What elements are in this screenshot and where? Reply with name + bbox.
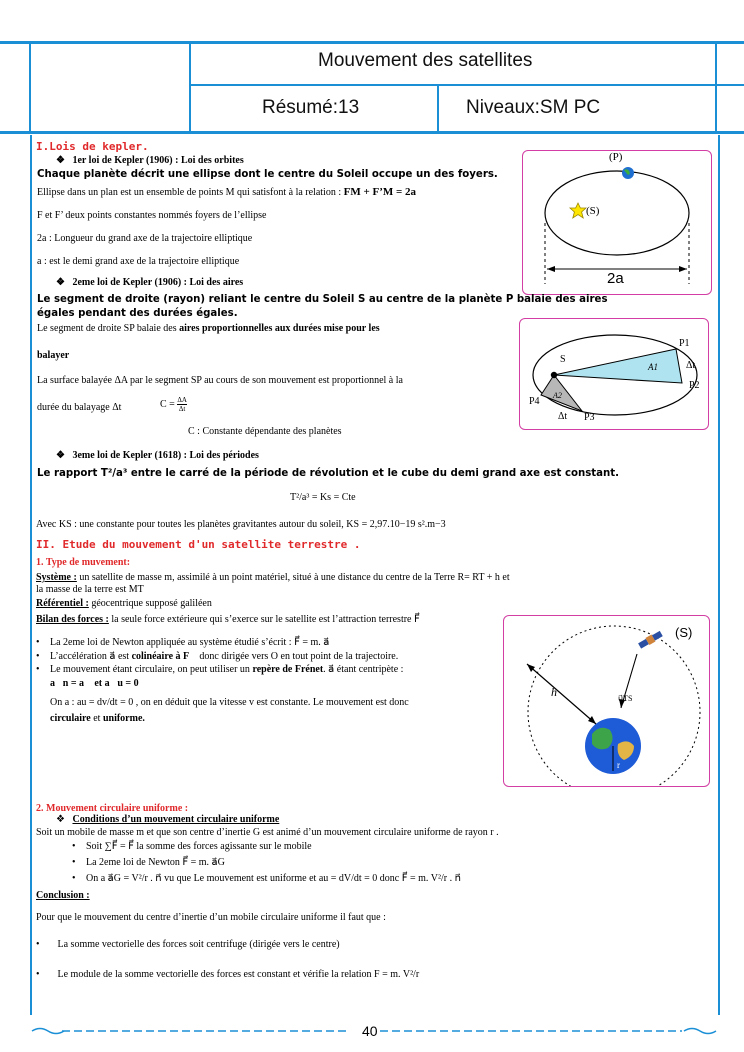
law2-line3: La surface balayée ΔA par le segment SP au cours de son mouvement est proportionnel à la <box>37 375 403 386</box>
b3-c: . a⃗ étant centripète : <box>323 664 404 675</box>
law1-equation: FM + F’M = 2a <box>343 186 417 198</box>
referentiel-line <box>36 597 212 610</box>
bilan-line <box>36 613 420 626</box>
b4-circulaire: circulaire <box>50 713 91 724</box>
law1-statement: Chaque planète décrit une ellipse dont le centre du Soleil occupe un des foyers. <box>37 169 498 180</box>
altitude-label: h <box>551 685 557 699</box>
newton-bullet-2: • L’accélération a⃗ est colinéaire à F⃗ donc dirigée vers O en tout point de la trajectoire. <box>36 651 399 662</box>
sub2-title: 2. Mouvement circulaire uniforme : <box>36 803 189 814</box>
systeme-line-2: la masse de la terre est MT <box>36 584 144 595</box>
sun-label: (S) <box>586 205 600 217</box>
uniform-line-2 <box>50 712 145 725</box>
satellite-icon <box>638 630 664 649</box>
law3-heading-text: 3eme loi de Kepler (1618) : Loi des périodes <box>72 450 259 461</box>
section2-title: II. Etude du mouvement d'un satellite terrestre . <box>36 538 361 551</box>
fig2-a2-label: A2 <box>553 391 562 400</box>
unit-vector-label: u⃗TS <box>618 694 633 703</box>
conclusion-label: Conclusion : <box>36 890 90 901</box>
conditions-line: Soit un mobile de masse m et que son centre d’inertie G est animé d’un mouvement circulaire uniforme de rayon r . <box>36 827 499 838</box>
areas-svg <box>520 319 708 429</box>
systeme-text: un satellite de masse m, assimilé à un point matériel, situé à une distance du centre de la Terre R= RT + h et <box>76 572 510 583</box>
b2-c: donc dirigée vers O en tout point de la trajectoire. <box>196 651 399 662</box>
axis-label: 2a <box>607 270 624 287</box>
newton-bullet-3: • Le mouvement étant circulaire, on peut utiliser un repère de Frénet. a⃗ étant centripète : <box>36 664 404 675</box>
law1-heading: ❖ 1er loi de Kepler (1906) : Loi des orbites <box>56 155 244 166</box>
law2-line1 <box>37 322 380 335</box>
law2-line1-b: aires proportionnelles aux durées mise pour les <box>179 323 380 334</box>
law2-line1-a: Le segment de droite SP balaie des <box>37 323 180 334</box>
fig2-dt2-label: Δt <box>558 411 568 422</box>
newton-bullet-1: • La 2eme loi de Newton appliquée au système étudié s’écrit : F⃗ = m. a⃗ <box>36 637 330 648</box>
law2-line5: C : Constante dépendante des planètes <box>188 426 342 437</box>
radius-label: r <box>617 760 620 770</box>
law3-avec: Avec KS : une constante pour toutes les planètes gravitantes autour du soleil, KS = 2,97.10−19 s².m−3 <box>36 519 446 530</box>
systeme-label: Système : <box>36 572 77 583</box>
fig2-p1-label: P1 <box>679 338 690 349</box>
law2-equation: C = $\frac{\Delta A}{\Delta t}$ <box>160 396 187 413</box>
cond-bullet-3: • On a a⃗G = V²/r . n⃗ vu que Le mouvement est uniforme et au = dV/dt = 0 donc F⃗ = m. V²/r . n⃗ <box>72 873 461 884</box>
law1-line2: F et F’ deux points constantes nommés foyers de l’ellipse <box>37 210 267 221</box>
cond-bullet-1: • Soit ∑F⃗ = F⃗ la somme des forces agissante sur le mobile <box>72 841 312 852</box>
resume-label: Résumé:13 <box>262 97 360 118</box>
law3-statement: Le rapport T²/a³ entre le carré de la période de révolution et le cube du demi grand axe est constant. <box>37 468 620 479</box>
satellite-svg <box>504 616 709 786</box>
conclusion-bullet-1: • La somme vectorielle des forces soit centrifuge (dirigée vers le centre) <box>36 939 340 950</box>
planet-label: (P) <box>609 151 623 163</box>
b3-a: Le mouvement étant circulaire, on peut utiliser un <box>50 664 253 675</box>
b2-b: colinéaire à F⃗ <box>131 651 197 662</box>
fig2-a1-label: A1 <box>648 362 658 372</box>
satellite-figure <box>503 615 710 787</box>
b4-et: et <box>90 713 103 724</box>
fig2-p2-label: P2 <box>689 380 700 391</box>
law2-statement-1: Le segment de droite (rayon) reliant le centre du Soleil S au centre de la planète P balaie des aires <box>37 294 608 305</box>
cond-bullet-1-text: Soit ∑F⃗ = F⃗ la somme des forces agissante sur le mobile <box>86 841 312 852</box>
law1-line1-text: Ellipse dans un plan est un ensemble de points M qui satisfont à la relation : <box>37 187 342 198</box>
referentiel-text: géocentrique supposé galiléen <box>88 598 212 609</box>
orbit-figure <box>522 150 712 295</box>
sub1-title: 1. Type de muvement: <box>36 557 131 568</box>
newton-bullet-1-text: La 2eme loi de Newton appliquée au système étudié s’écrit : F⃗ = m. a⃗ <box>50 637 330 648</box>
law1-heading-text: 1er loi de Kepler (1906) : Loi des orbites <box>72 155 244 166</box>
law2-heading-text: 2eme loi de Kepler (1906) : Loi des aires <box>72 277 244 288</box>
b4-uniforme: uniforme. <box>102 713 145 724</box>
bilan-label: Bilan des forces : <box>36 614 109 625</box>
fig2-p3-label: P3 <box>584 412 595 423</box>
section1-title: I.Lois de kepler. <box>36 140 149 153</box>
law2-line4-text: durée du balayage Δt <box>37 402 122 413</box>
conclusion-bullet-2: • Le module de la somme vectorielle des forces est constant et vérifie la relation F = m. V²/r <box>36 969 420 980</box>
law1-line3: 2a : Longueur du grand axe de la trajectoire elliptique <box>37 233 253 244</box>
conditions-heading-text: Conditions d’un mouvement circulaire uniforme <box>72 814 280 825</box>
law1-line1 <box>37 186 416 199</box>
cond-bullet-2-text: La 2eme loi de Newton F⃗ = m. a⃗G <box>86 857 225 868</box>
sun-icon <box>570 203 586 218</box>
conclusion-bullet-1-text: La somme vectorielle des forces soit centrifuge (dirigée vers le centre) <box>57 939 340 950</box>
satellite-label: (S) <box>675 625 693 640</box>
law2-statement-2: égales pendant des durées égales. <box>37 308 238 319</box>
page-title: Mouvement des satellites <box>318 50 533 71</box>
b2-a: L’accélération a⃗ est <box>50 651 132 662</box>
law3-equation: T²/a³ = Ks = Cte <box>290 492 356 503</box>
fig2-p4-label: P4 <box>529 396 540 407</box>
fig2-dt1-label: Δt <box>686 360 696 371</box>
areas-figure <box>519 318 709 430</box>
frenet-equation: a⃗n = a⃗ et a⃗u = 0⃗ <box>50 678 147 689</box>
conclusion-bullet-2-text: Le module de la somme vectorielle des forces est constant et vérifie la relation F = m. V²/r <box>57 969 420 980</box>
referentiel-label: Référentiel : <box>36 598 89 609</box>
law2-line4 <box>37 401 121 414</box>
conditions-heading: ❖ Conditions d’un mouvement circulaire uniforme <box>56 814 280 825</box>
cond-bullet-3-text: On a a⃗G = V²/r . n⃗ vu que Le mouvement est uniforme et au = dV/dt = 0 donc F⃗ = m. V²/r . n⃗ <box>86 873 461 884</box>
law1-line4: a : est le demi grand axe de la trajectoire elliptique <box>37 256 240 267</box>
fig2-s-label: S <box>560 354 566 365</box>
law3-heading: ❖ 3eme loi de Kepler (1618) : Loi des périodes <box>56 450 259 461</box>
b3-b: repère de Frénet <box>252 664 324 675</box>
uniform-line-1: On a : au = dv/dt = 0 , on en déduit que la vitesse v est constante. Le mouvement est donc <box>50 697 409 708</box>
cond-bullet-2: • La 2eme loi de Newton F⃗ = m. a⃗G <box>72 857 225 868</box>
law2-heading: ❖ 2eme loi de Kepler (1906) : Loi des aires <box>56 277 244 288</box>
conclusion-text: Pour que le mouvement du centre d’inertie d’un mobile circulaire uniforme il faut que : <box>36 912 386 923</box>
law2-line2: balayer <box>37 350 70 361</box>
page-number: 40 <box>362 1023 378 1039</box>
niveaux-label: Niveaux:SM PC <box>466 97 601 118</box>
bilan-text: la seule force extérieure qui s’exerce sur le satellite est l’attraction terrestre F⃗ <box>108 614 420 625</box>
